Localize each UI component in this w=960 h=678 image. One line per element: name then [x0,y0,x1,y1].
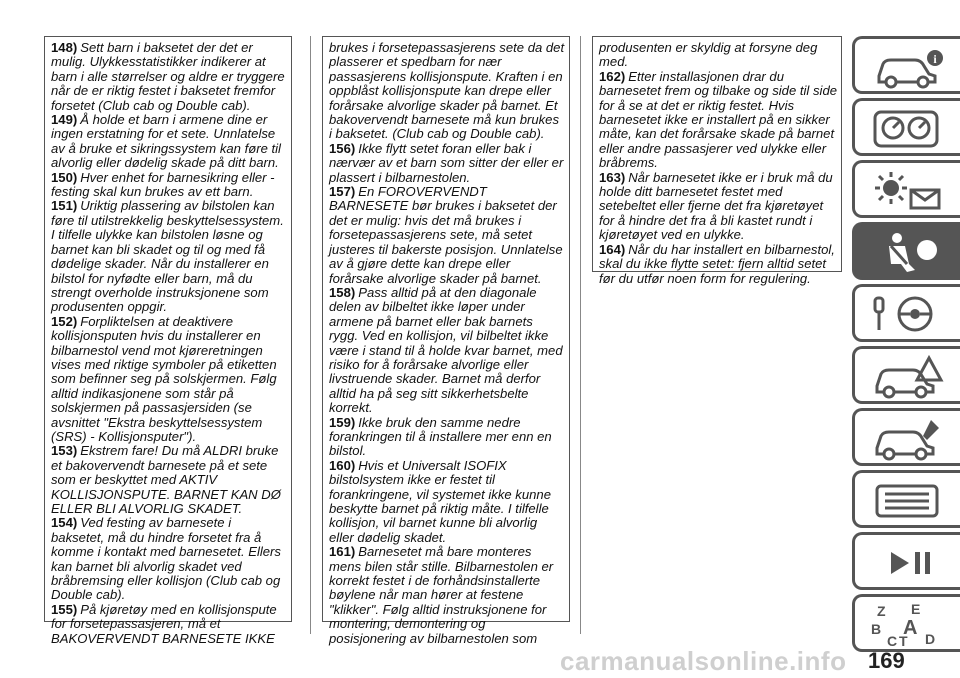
note-text: Når barnesetet ikke er i bruk må du holde ditt barnesetet festet med setebeltet eller fjerne det fra kjøretøyet for å hindre det fra å bli kastet rundt i kjøretøyet ved en ulykke. [599,169,833,243]
note-number: 161) [329,544,356,560]
index-letter: C [887,633,898,648]
note-text: Uriktig plassering av bilstolen kan føre til utilstrekkelig beskyttelsessystem. I tilfelle ulykke kan bilstolen løsne og barnet kan bli skadet og til og med få dødelige skader. Når du installerer en bilstol for nyfødte eller barn, må du strengt overholde instruksjonene som produsenten oppgir. [51,198,284,315]
sidebar-tab-car-info[interactable] [852,36,960,94]
note-text: Ved festing av barnesete i baksetet, må du hindre forsetet fra å komme i kontakt med barnesetet. Ellers kan barnet bli alvorlig skadet ved bråbremsing eller kollisjon (Club cab og Double cab). [51,515,281,603]
car-info-icon [869,44,949,90]
column-divider [310,36,311,634]
note-number: 163) [599,169,626,185]
note-text: Hver enhet for barnesikring eller -festing skal kun brukes av ett barn. [51,169,275,200]
note-number: 153) [51,443,78,459]
index-letter: D [925,631,936,647]
note-paragraph [51,41,287,113]
note-paragraph [329,416,565,459]
note-paragraph [51,516,287,602]
key-steering-wheel-icon [869,292,949,338]
note-paragraph [329,41,565,142]
note-number: 149) [51,112,78,128]
index-letter: Z [877,603,886,619]
page-number: 169 [868,648,905,673]
note-paragraph [329,545,565,646]
note-number: 159) [329,414,356,430]
note-number: 158) [329,284,356,300]
steering-dashboard-icon [869,106,949,152]
airbag-seatbelt-icon [869,230,949,276]
note-paragraph [51,315,287,445]
sidebar-tab-dashboard[interactable] [852,98,960,156]
note-text: Ekstrem fare! Du må ALDRI bruke et bakovervendt barnesete på et sete som er beskyttet med AKTIV KOLLISJONSPUTE. BARNET KAN DØ ELLER BLI ALVORLIG SKADET. [51,443,281,516]
note-paragraph [599,70,837,171]
note-paragraph [51,444,287,516]
note-number: 154) [51,515,78,531]
note-paragraph [51,171,287,200]
note-number: 151) [51,198,78,214]
note-text: Barnesetet må bare monteres mens bilen står stille. Bilbarnestolen er korrekt festet i de forhåndsinstallerte bøylene når man hører at festene "klikker". Følg alltid instruksjonene for montering, demontering og posisjonering av bilbarnestolen som [329,544,554,646]
text-column-1 [44,36,292,646]
sidebar-tab-index[interactable] [852,594,960,652]
note-text: Forpliktelsen at deaktivere kollisjonsputen hvis du installerer en bilbarnestol vend mot kjøreretningen vises med riktige symboler på etiketten som befinner seg på solskjermen. Følg alltid indikasjonene som står på solskjermen på passasjersiden (se avsnittet "Ekstra beskyttelsessystem (SRS) - Kollisjonsputer"). [51,313,277,444]
note-number: 162) [599,68,626,84]
note-number: 152) [51,313,78,329]
note-text: En FOROVERVENDT BARNESETE bør brukes i baksetet der det er mulig: hvis det må brukes i forsetepassasjerens sete, må setet justeres til bakerste posisjon. Unnlatelse av å gjøre dette kan drepe eller forårsake alvorlige skader på barnet. [329,184,563,286]
sidebar-tab-warning-lights[interactable] [852,160,960,218]
note-paragraph [329,185,565,286]
sidebar-tab-emergency[interactable] [852,346,960,404]
note-number: 148) [51,40,78,55]
note-text: Ikke bruk den samme nedre forankringen til å installere mer enn en bilstol. [329,414,552,459]
note-number: 157) [329,184,356,200]
note-paragraph [51,603,287,646]
note-text: brukes i forsetepassasjerens sete da det plasserer et spedbarn for nær passasjerens kollisjonspute. Kraften i en oppblåst kollisjonspute kan drepe eller forårsake alvorlige skader på barnet. Et bakovervendt barnesete må kun brukes i baksetet. (Club cab og Double cab). [329,40,565,142]
note-text: Etter installasjonen drar du barnesetet frem og tilbake og side til side for å se at det er riktig festet. Hvis barnesetet ikke er installert på en sikker måte, kan det forårsake skade på barnet eller andre passasjerer ved ulykke eller bråbrems. [599,68,838,171]
note-number: 160) [329,457,356,473]
watermark: carmanualsonline.info [560,646,847,676]
note-paragraph [51,113,287,171]
note-text: Sett barn i baksetet der det er mulig. Ulykkesstatistikker indikerer at barn i alle størrelser og aldre er tryggere når de er riktig festet i baksetet fremfor forsetet (Club cab og Double cab). [51,40,285,113]
note-number: 155) [51,601,78,617]
note-paragraph [329,142,565,185]
note-paragraph [599,41,837,70]
note-number: 156) [329,140,356,156]
index-letter: T [899,633,908,648]
note-number: 150) [51,169,78,185]
text-column-3 [592,36,842,286]
index-letters-icon [869,602,949,648]
index-letter: A [903,617,918,639]
warning-lights-icon [869,168,949,214]
sidebar-tab-maintenance[interactable] [852,408,960,466]
text-column-2 [322,36,570,646]
column-divider [580,36,581,634]
note-text: På kjøretøy med en kollisjonspute for forsetepassasjeren, må et BAKOVERVENDT BARNESETE IKKE [51,601,277,646]
multimedia-icon [869,540,949,586]
note-text: Ikke flytt setet foran eller bak i nærvær av et barn som sitter der eller er plassert i bilbarnestolen. [329,140,564,185]
technical-data-icon [869,478,949,524]
note-text: Når du har installert en bilbarnestol, skal du ikke flytte setet: fjern alltid setet før du utfør noen form for regulering. [599,241,835,286]
note-text: Pass alltid på at den diagonale delen av bilbeltet ikke løper under armene på barnet eller bak barnets rygg. Ved en kollisjon, vil bilbeltet ikke være i stand til å holde kvar barnet, med risiko for å forårsake alvorlige eller livstruende skader. Barnet må derfor alltid ha på seg sitt sikkerhetsbelte korrekt. [329,284,563,416]
svg-text:i: i [933,52,937,66]
sidebar-tab-technical-data[interactable] [852,470,960,528]
note-text: Å holde et barn i armene dine er ingen erstatning for et sete. Unnlatelse av å bruke et sikringssystem kan føre til alvorlig eller dødelig skade på ditt barn. [51,112,281,171]
note-paragraph [599,171,837,243]
note-text: produsenten er skyldig at forsyne deg med. [599,40,818,70]
index-letter: B [871,621,882,637]
note-text: Hvis et Universalt ISOFIX bilstolsystem ikke er festet til forankringene, vil systemet ikke kunne beskytte barnet på riktig måte. I tilfelle kollisjon, vil barnet kunne bli alvorlig eller dødelig skadet. [329,457,551,545]
note-number: 164) [599,241,626,257]
car-breakdown-icon [869,354,949,400]
note-paragraph [329,459,565,545]
note-paragraph [599,243,837,286]
note-paragraph [51,199,287,314]
index-letter: E [911,602,921,617]
sidebar-tab-starting-driving[interactable] [852,284,960,342]
note-paragraph [329,286,565,416]
sidebar-tab-multimedia[interactable] [852,532,960,590]
sidebar-tab-safety[interactable] [852,222,960,280]
car-maintenance-icon [869,416,949,462]
